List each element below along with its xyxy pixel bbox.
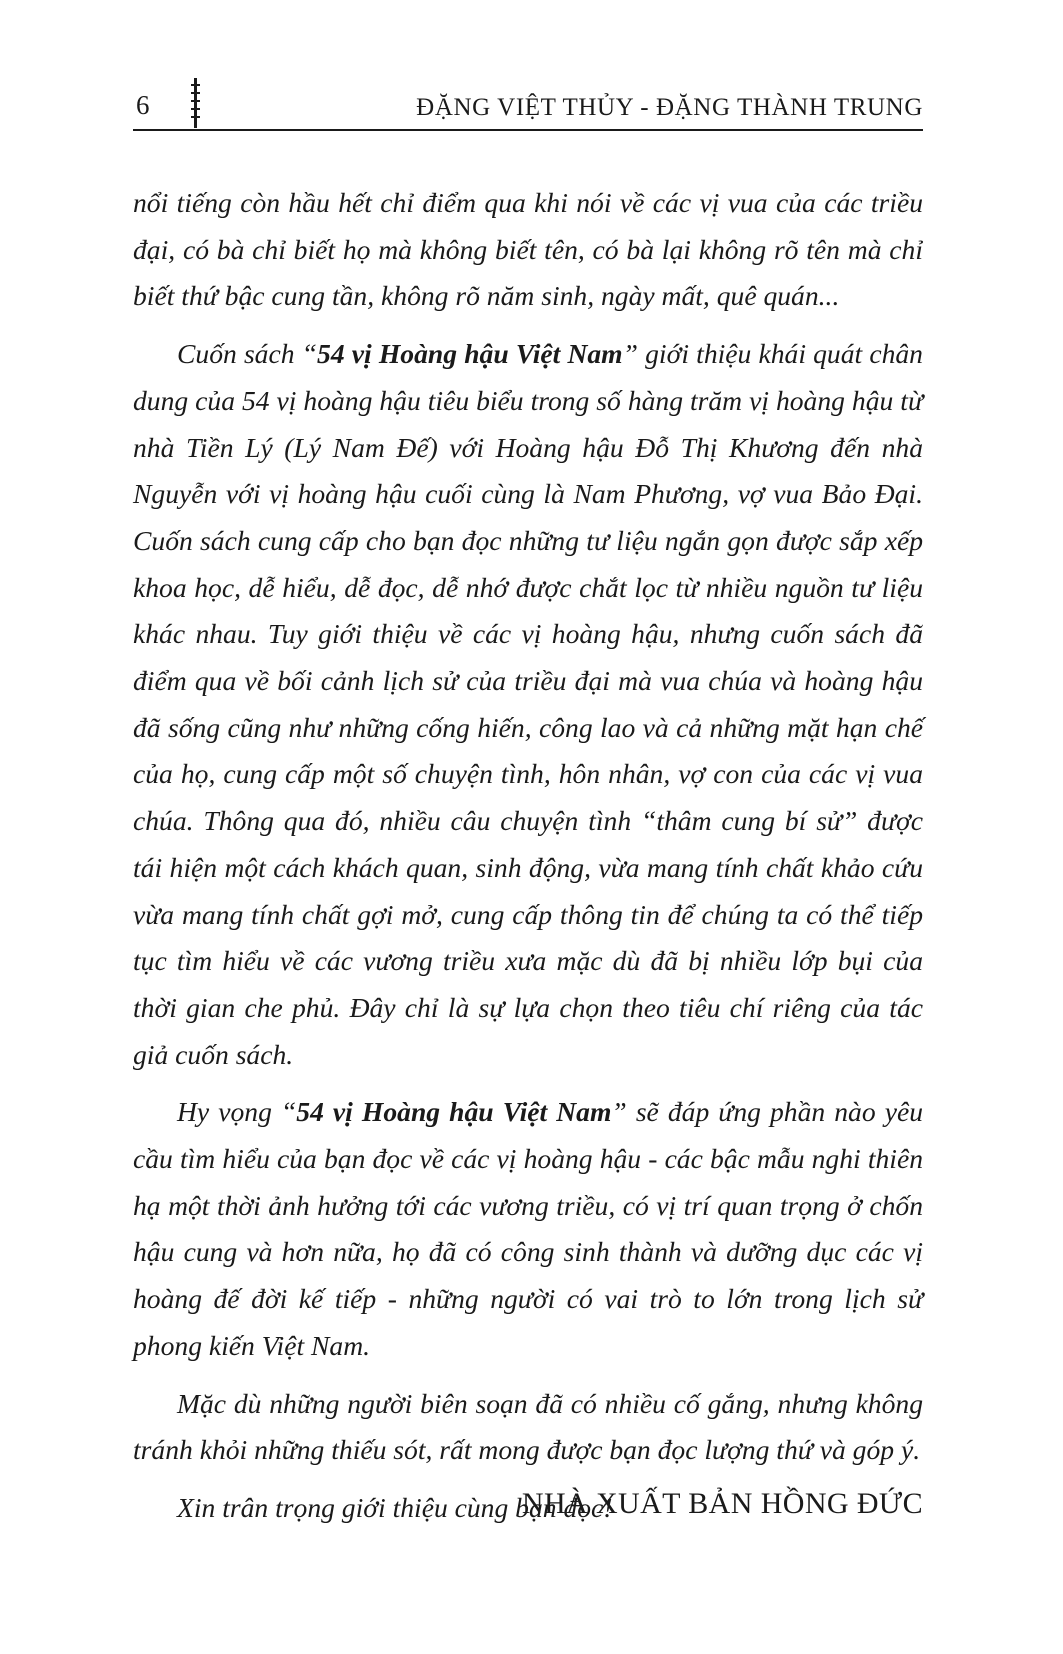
page-header: [133, 88, 923, 130]
paragraph-2: Cuốn sách “54 vị Hoàng hậu Việt Nam” giới thiệu khái quát chân dung của 54 vị hoàng hậu tiêu biểu trong số hàng trăm vị hoàng hậu từ nhà Tiền Lý (Lý Nam Đế) với Hoàng hậu Đỗ Thị Khương đến nhà Nguyễn với vị hoàng hậu cuối cùng là Nam Phương, vợ vua Bảo Đại. Cuốn sách cung cấp cho bạn đọc những tư liệu ngắn gọn được sắp xếp khoa học, dễ hiểu, dễ đọc, dễ nhớ được chắt lọc từ nhiều nguồn tư liệu khác nhau. Tuy giới thiệu về các vị hoàng hậu, nhưng cuốn sách đã điểm qua về bối cảnh lịch sử của triều đại mà vua chúa và hoàng hậu đã sống cũng như những cống hiến, công lao và cả những mặt hạn chế của họ, cung cấp một số chuyện tình, hôn nhân, vợ con của các vị vua chúa. Thông qua đó, nhiều câu chuyện tình “thâm cung bí sử” được tái hiện một cách khách quan, sinh động, vừa mang tính chất khảo cứu vừa mang tính chất gợi mở, cung cấp thông tin để chúng ta có thể tiếp tục tìm hiểu về các vương triều xưa mặc dù đã bị nhiều lớp bụi của thời gian che phủ. Đây chỉ là sự lựa chọn theo tiêu chí riêng của tác giả cuốn sách.: [133, 338, 923, 1070]
running-head-authors: ĐẶNG VIỆT THỦY - ĐẶNG THÀNH TRUNG: [416, 94, 923, 121]
paragraph-5: Xin trân trọng giới thiệu cùng bạn đọc!: [177, 1491, 613, 1523]
publisher-signature: NHÀ XUẤT BẢN HỒNG ĐỨC: [521, 1487, 923, 1520]
header-ornament-divider: [191, 78, 200, 128]
page-number: 6: [136, 90, 150, 120]
book-title-emphasis: 54 vị Hoàng hậu Việt Nam: [317, 338, 623, 370]
paragraph-4: Mặc dù những người biên soạn đã có nhiều cố gắng, nhưng không tránh khỏi những thiếu sót, rất mong được bạn đọc lượng thứ và góp ý.: [133, 1387, 923, 1466]
header-rule: [133, 129, 923, 131]
paragraph-3: Hy vọng “54 vị Hoàng hậu Việt Nam” sẽ đáp ứng phần nào yêu cầu tìm hiểu của bạn đọc về các vị hoàng hậu - các bậc mẫu nghi thiên hạ một thời ảnh hưởng tới các vương triều, có vị trí quan trọng ở chốn hậu cung và hơn nữa, họ đã có công sinh thành và dưỡng dục các vị hoàng đế đời kế tiếp - những người có vai trò to lớn trong lịch sử phong kiến Việt Nam.: [133, 1096, 923, 1361]
paragraph-1: nổi tiếng còn hầu hết chỉ điểm qua khi nói về các vị vua của các triều đại, có bà chỉ biết họ mà không biết tên, có bà lại không rõ tên mà chỉ biết thứ bậc cung tần, không rõ năm sinh, ngày mất, quê quán...: [133, 187, 923, 312]
body-text: [133, 180, 923, 1532]
book-title-emphasis: 54 vị Hoàng hậu Việt Nam: [296, 1096, 612, 1128]
